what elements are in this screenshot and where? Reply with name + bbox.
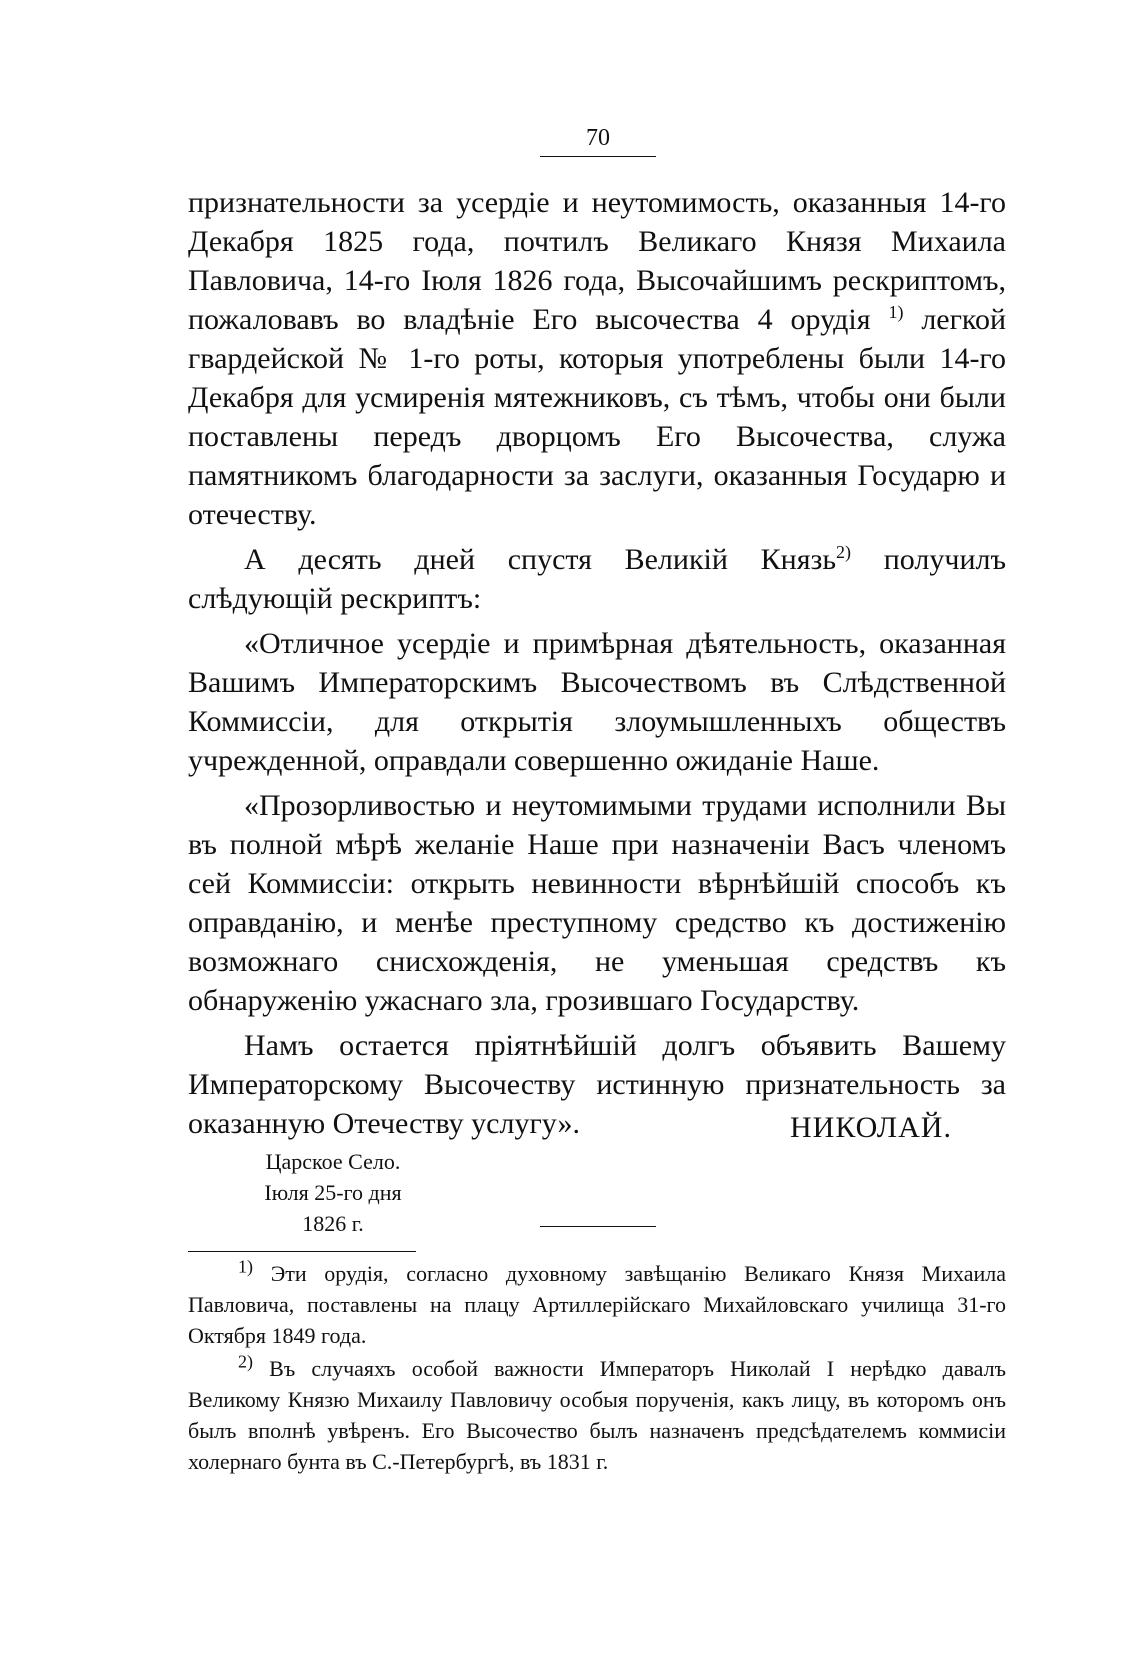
dateline-year: 1826 г. [302,1211,364,1236]
footnote-2-marker: 2) [238,1351,253,1372]
signature: НИКОЛАЙ. [790,1111,952,1144]
rescript-paragraph-2: «Прозорливостью и неутомимыми трудами исполнили Вы въ полной мѣрѣ желаніе Наше при назначеніи Васъ членомъ сей Коммиссіи: открыть невинности вѣрнѣйшій способъ къ оправданію, и менѣе преступному средство къ достиженію возможнаго снисхожденія, не уменьшая средствъ къ обнаруженію ужаснаго зла, грозившаго Государству. [188,789,1006,1017]
paragraph-2-part-a: А десять дней спустя Великій Князь [244,543,837,576]
dateline-place: Царское Село. [265,1149,401,1174]
main-text [188,183,1006,1143]
rescript-paragraph-3: Намъ остается пріятнѣйшій долгъ объявить Вашему Императорскому Высочеству истинную признательность за оказанную Отечеству услугу». [188,1029,1006,1140]
footnote-ref-2: 2) [836,542,852,562]
paragraph-2-part-b: получилъ слѣдующій рескриптъ: [188,543,1007,615]
paragraph-2 [188,540,1006,618]
footnote-1 [188,1258,1006,1351]
footnote-1-text: Эти орудія, согласно духовному завѣщанію Великаго Князя Михаила Павловича, поставлены на плацу Артиллерійскаго Михайловскаго училища 31-го Октября 1849 года. [188,1261,1007,1348]
footnote-ref-1: 1) [888,302,904,322]
footnote-2-text: Въ случаяхъ особой важности Императоръ Николай I нерѣдко давалъ Великому Князю Михаилу Павловичу особыя порученія, какъ лицу, въ которомъ онъ былъ вполнѣ увѣренъ. Его Высочество былъ назначенъ предсѣдателемъ коммисіи холернаго бунта въ С.-Петербургѣ, въ 1831 г. [188,1356,1006,1474]
footnote-rule [188,1251,416,1252]
footnote-2 [188,1353,1006,1477]
footnote-1-marker: 1) [238,1256,253,1277]
footnotes [188,1258,1006,1477]
dateline [238,1146,428,1239]
paragraph-1-part-a: признательности за усердіе и неутомимость, оказанныя 14-го Декабря 1825 года, почтилъ Великаго Князя Михаила Павловича, 14-го Іюля 1826 года, Высочайшимъ рескриптомъ, пожаловавъ во владѣніе Его высочества 4 орудія [188,186,1006,336]
paragraph-1 [188,183,1006,534]
paragraph-1-part-b: легкой гвардейской № 1-го роты, которыя употреблены были 14-го Декабря для усмиренія мятежниковъ, съ тѣмъ, чтобы они были поставлены передъ дворцомъ Его Высочества, служа памятникомъ благодарности за заслуги, оказанныя Государю и отечеству. [188,303,1007,531]
rescript-paragraph-1: «Отличное усердіе и примѣрная дѣятельность, оказанная Вашимъ Императорскимъ Высочествомъ въ Слѣдственной Коммиссіи, для открытія злоумышленныхъ обществъ учрежденной, оправдали совершенно ожиданіе Наше. [188,627,1006,777]
page-number: 70 [540,123,656,157]
end-rule [540,1226,656,1227]
dateline-date: Іюля 25-го дня [264,1180,402,1205]
